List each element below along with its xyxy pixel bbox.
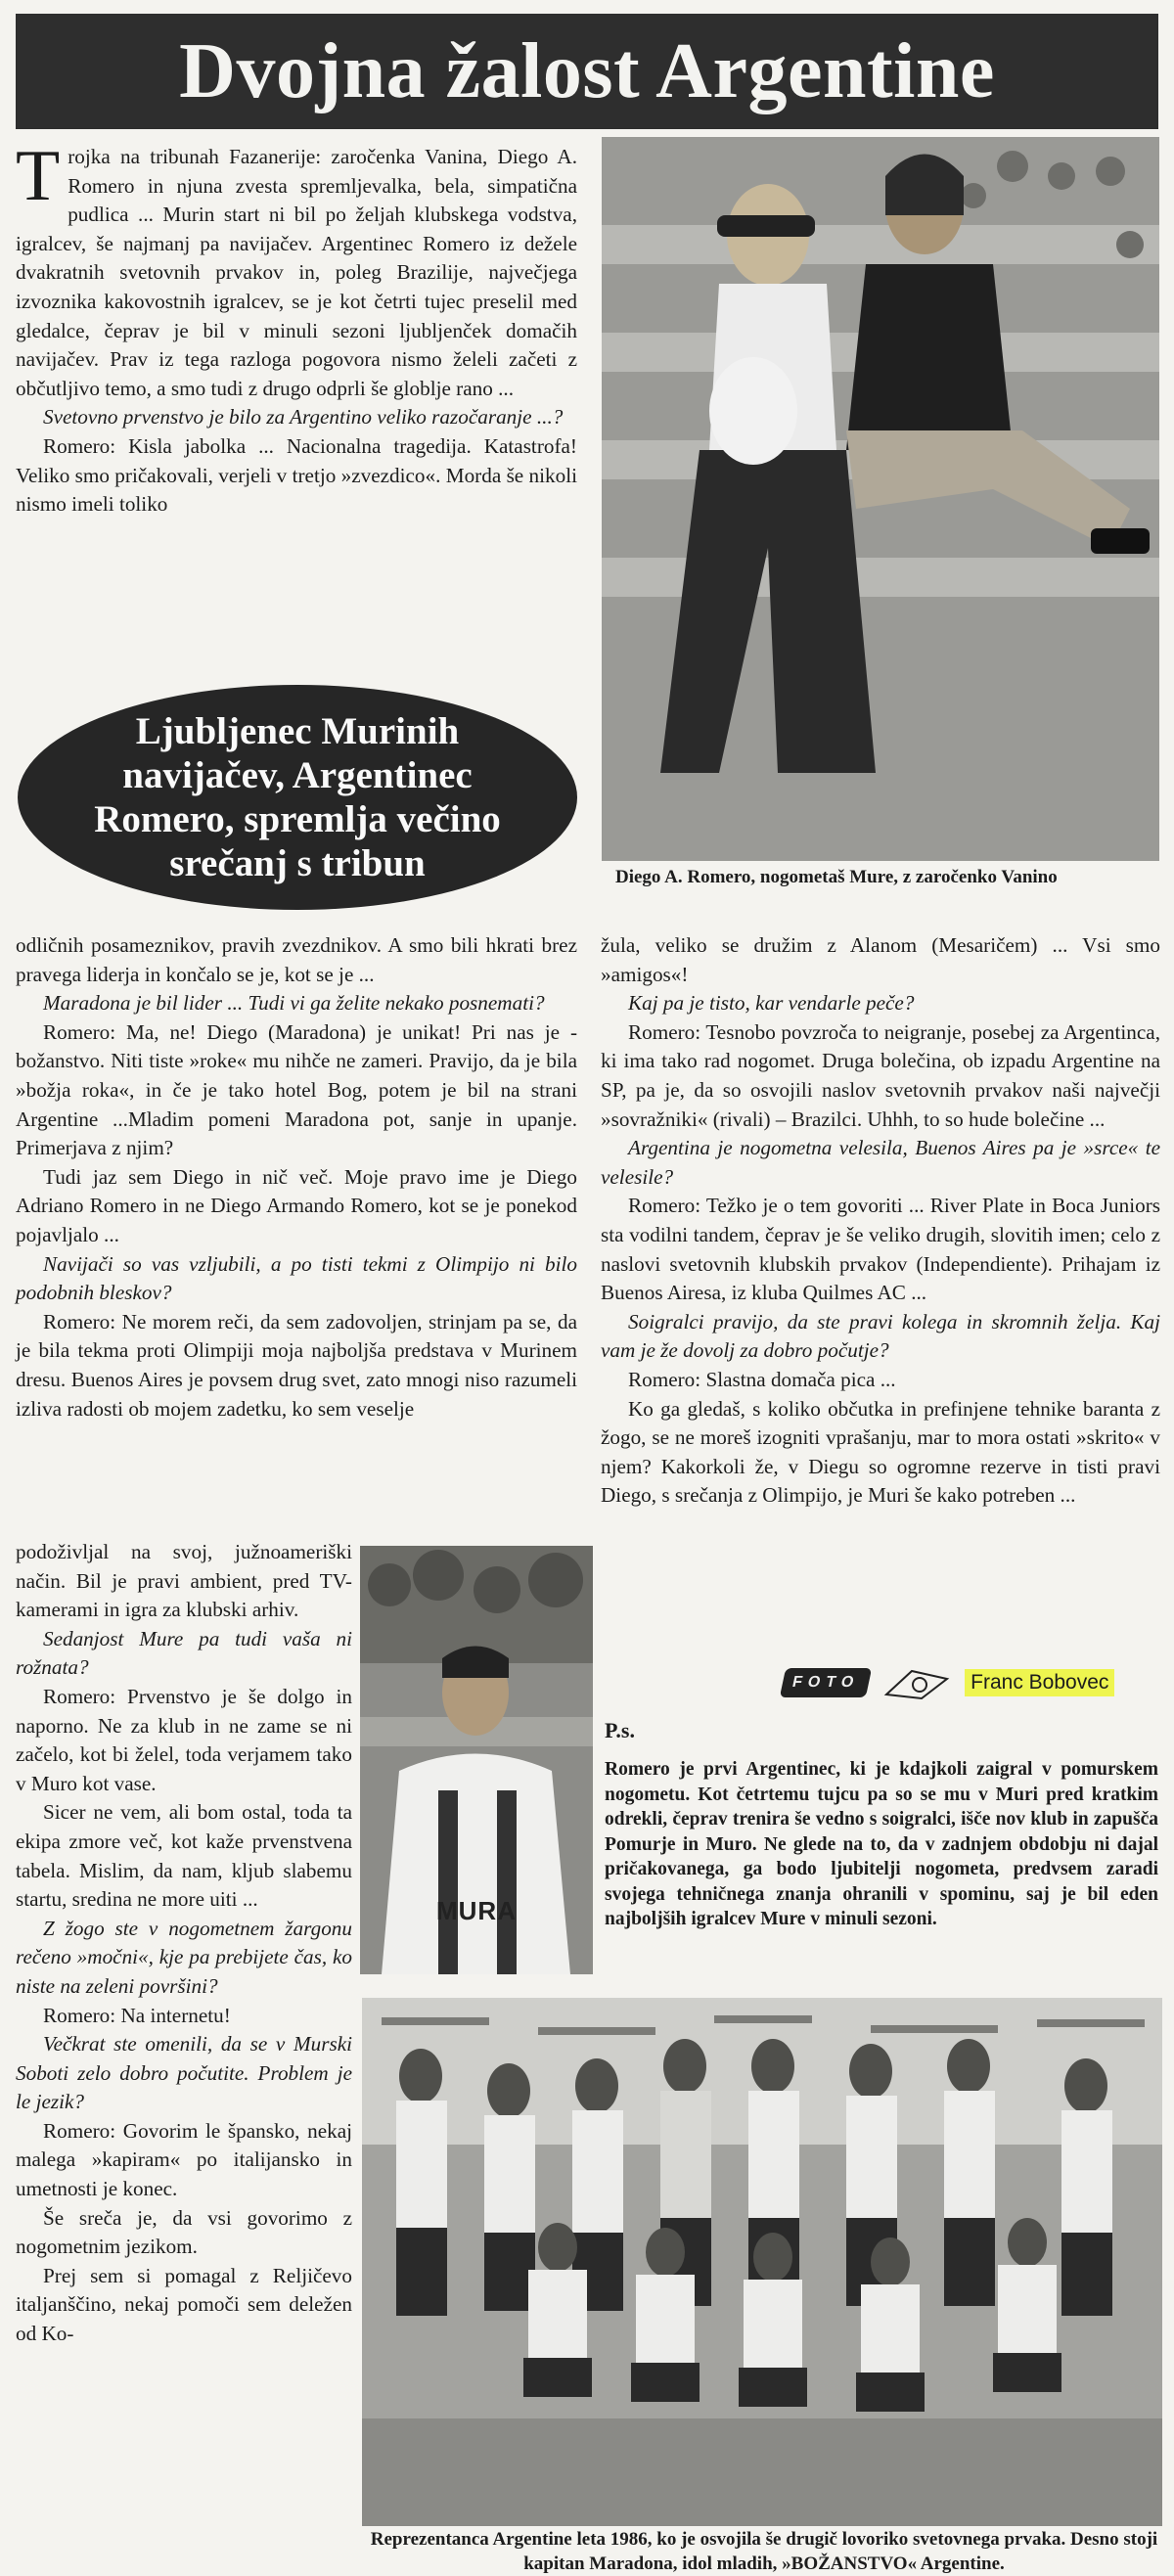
paragraph: Romero: Ma, ne! Diego (Maradona) je unikat! Pri nas je - božanstvo. Niti tiste »roke« mu nihče ne zameri. Pravijo, da je bila »božja roka«, in če je tako hotel Bog, potem je bil na strani Argentine ...Mladim pomeni Maradona pot, sanje in upanje. Primerjava z njim? (16, 1019, 577, 1160)
question: Maradona je bil lider ... Tudi vi ga želite nekako posnemati? (43, 991, 545, 1016)
drop-cap: T (16, 136, 61, 216)
intro-column (16, 136, 577, 520)
intro-paragraph: Trojka na tribunah Fazanerije: zaročenka Vanina, Diego A. Romero in njuna zvesta spremljevalka, bela, simpatična pudlica ... Murin start ni bil po željah klubskega vodstva, igralcev, še najmanj pa navijačev. Argentinec Romero iz dežele dvakratnih svetovnih prvakov in, poleg Brazilije, največjega izvoznika kakovostnih igralcev, se je kot četrti tujec preselil med gledalce, čeprav je bil v minuli sezoni ljubljenček domačih navijačev. Prav iz tega razloga pogovora nismo želeli začeti z občutljivo temo, a smo tudi z drugo odprli še globlje rano ... (16, 136, 577, 400)
team-1986-photo (362, 1998, 1162, 2526)
question: Kaj pa je tisto, kar vendarle peče? (628, 991, 915, 1016)
paragraph: Tudi jaz sem Diego in nič več. Moje pravo ime je Diego Adriano Romero in ne Diego Armando Romero, kot se je ponekod pojavljalo ... (16, 1164, 577, 1246)
paragraph: Sicer ne vem, ali bom ostal, toda ta ekipa zmore več, kot kaže prvenstvena tabela. Mislim, da nam, kljub slabemu startu, sredina ne more uiti ... (16, 1800, 352, 1912)
couple-photo-illustration (602, 137, 1159, 861)
paragraph: podoživljal na svoj, južnoameriški način. Bil je pravi ambient, pred TV-kamerami in igra za klubski arhiv. (16, 1540, 352, 1622)
couple-photo-caption: Diego A. Romero, nogometaš Mure, z zaročenko Vanino (615, 867, 1058, 887)
column-a (16, 931, 577, 1424)
paragraph: Romero: Ne morem reči, da sem zadovoljen, strinjam pa se, da je bila tekma proti Olimpiji moja najboljša predstava v Murinem dresu. Buenos Aires je povsem drug svet, zato mnogi niso razumeli izliva radosti ob mojem zadetku, ko sem veselje (16, 1309, 577, 1421)
question: Navijači so vas vzljubili, a po tisti tekmi z Olimpijo ni bilo podobnih bleskov? (16, 1251, 577, 1305)
pull-quote: Ljubljenec Murinih navijačev, Argentinec Romero, spremlja večino srečanj s tribun (18, 685, 577, 910)
team-photo-caption: Reprezentanca Argentine leta 1986, ko je osvojila še drugič lovoriko svetovnega prvaka. Desno stoji kapitan Maradona, idol mladih, »BOŽANSTVO« Argentine. (370, 2529, 1158, 2574)
paragraph: žula, veliko se družim z Alanom (Mesaričem) ... Vsi smo »amigos«! (601, 933, 1160, 986)
jersey-sponsor: MURA (436, 1896, 517, 1925)
paragraph: Romero: Tesnobo povzroča to neigranje, posebej za Argentinca, ki ima tako rad nogomet. Druga bolečina, ob izpadu Argentine na SP, pa je, da so osvojili naslov svetovnih prvakov naši največji »sovražniki« (rivali) – Brazilci. Uhhh, to so hude bolečine ... (601, 1019, 1160, 1131)
paragraph: Prej sem si pomagal z Reljičevo italjanščino, nekaj pomoči sem deležen od Ko- (16, 2263, 352, 2346)
foto-badge: FOTO (780, 1668, 873, 1697)
answer-1: Romero: Kisla jabolka ... Nacionalna tragedija. Katastrofa! Veliko smo pričakovali, verjeli v tretjo »zvezdico«. Morda še nikoli nismo imeli toliko (16, 433, 577, 517)
paragraph: Romero: Na internetu! (43, 2003, 231, 2027)
ps-text: Romero je prvi Argentinec, ki je kdajkoli zaigral v pomurskem nogometu. Kot četrtemu tujcu pa so se mu v Muri pred kratkim odrekli, čeprav trenira še vedno s soigralci, išče nov klub in zapušča Pomurje in Muro. Ne glede na to, da v zadnjem obdobju ni dajal pričakovanega, ga bodo ljubitelji nogometa, predvsem zaradi svojega tehničnega znanja ohranili v spominu, saj je bil eden najboljših igralcev Mure v minuli sezoni. (605, 1759, 1158, 1929)
paragraph: Ko ga gledaš, s koliko občutka in prefinjene tehnike baranta z žogo, se ne moreš izogniti vprašanju, mar to mora ostati »skrito« v njem? Kakorkoli že, v Diegu so ogromne rezerve in tisti pravi Diego, s srečanja z Olimpijo, je Muri še kako potreben ... (601, 1396, 1160, 1508)
team-1986-illustration (362, 1998, 1162, 2526)
ps-title: P.s. (605, 1718, 635, 1742)
question: Večkrat ste omenili, da se v Murski Soboti zelo dobro počutite. Problem je le jezik? (16, 2032, 352, 2114)
question-1: Svetovno prvenstvo je bilo za Argentino veliko razočaranje ...? (43, 405, 564, 429)
question: Sedanjost Mure pa tudi vaša ni rožnata? (16, 1626, 352, 1680)
ps-box (605, 1718, 1158, 1932)
romero-portrait-photo (360, 1546, 593, 1974)
paragraph: Še sreča je, da vsi govorimo z nogometnim jezikom. (16, 2205, 352, 2259)
camera-sketch-icon (882, 1665, 951, 1700)
paragraph: odličnih posameznikov, pravih zvezdnikov. A smo bili hkrati brez pravega liderja in končalo se je, kot se je ... (16, 933, 577, 986)
column-a-narrow (16, 1538, 352, 2349)
photo-credit (783, 1663, 1114, 1702)
question: Z žogo ste v nogometnem žargonu rečeno »močni«, kje pa prebijete čas, ko niste na zeleni površini? (16, 1916, 352, 1998)
paragraph: Romero: Težko je o tem govoriti ... River Plate in Boca Juniors sta vodilni tandem, čeprav je še veliko drugih, slovitih imen; celo z naslovi svetovnih klubskih prvakov (Independiente). Prihajam iz Buenos Airesa, iz kluba Quilmes AC ... (601, 1194, 1160, 1305)
paragraph: Romero: Prvenstvo je še dolgo in naporno. Ne za klub in ne zame se ni začelo, kot bi želel, toda verjamem tako v Muro kot vase. (16, 1684, 352, 1795)
couple-photo (602, 137, 1159, 861)
column-b (601, 931, 1160, 1511)
paragraph: Romero: Govorim le špansko, nekaj malega »kapiram« po italijansko in umetnosti je konec. (16, 2118, 352, 2201)
question: Argentina je nogometna velesila, Buenos Aires pa je »srce« te velesile? (601, 1136, 1160, 1189)
question: Soigralci pravijo, da ste pravi kolega in skromnih želja. Kaj vam je že dovolj za dobro počutje? (601, 1309, 1160, 1363)
article-headline: Dvojna žalost Argentine (16, 14, 1158, 129)
photographer-name: Franc Bobovec (965, 1669, 1114, 1696)
paragraph: Romero: Slastna domača pica ... (628, 1367, 896, 1391)
